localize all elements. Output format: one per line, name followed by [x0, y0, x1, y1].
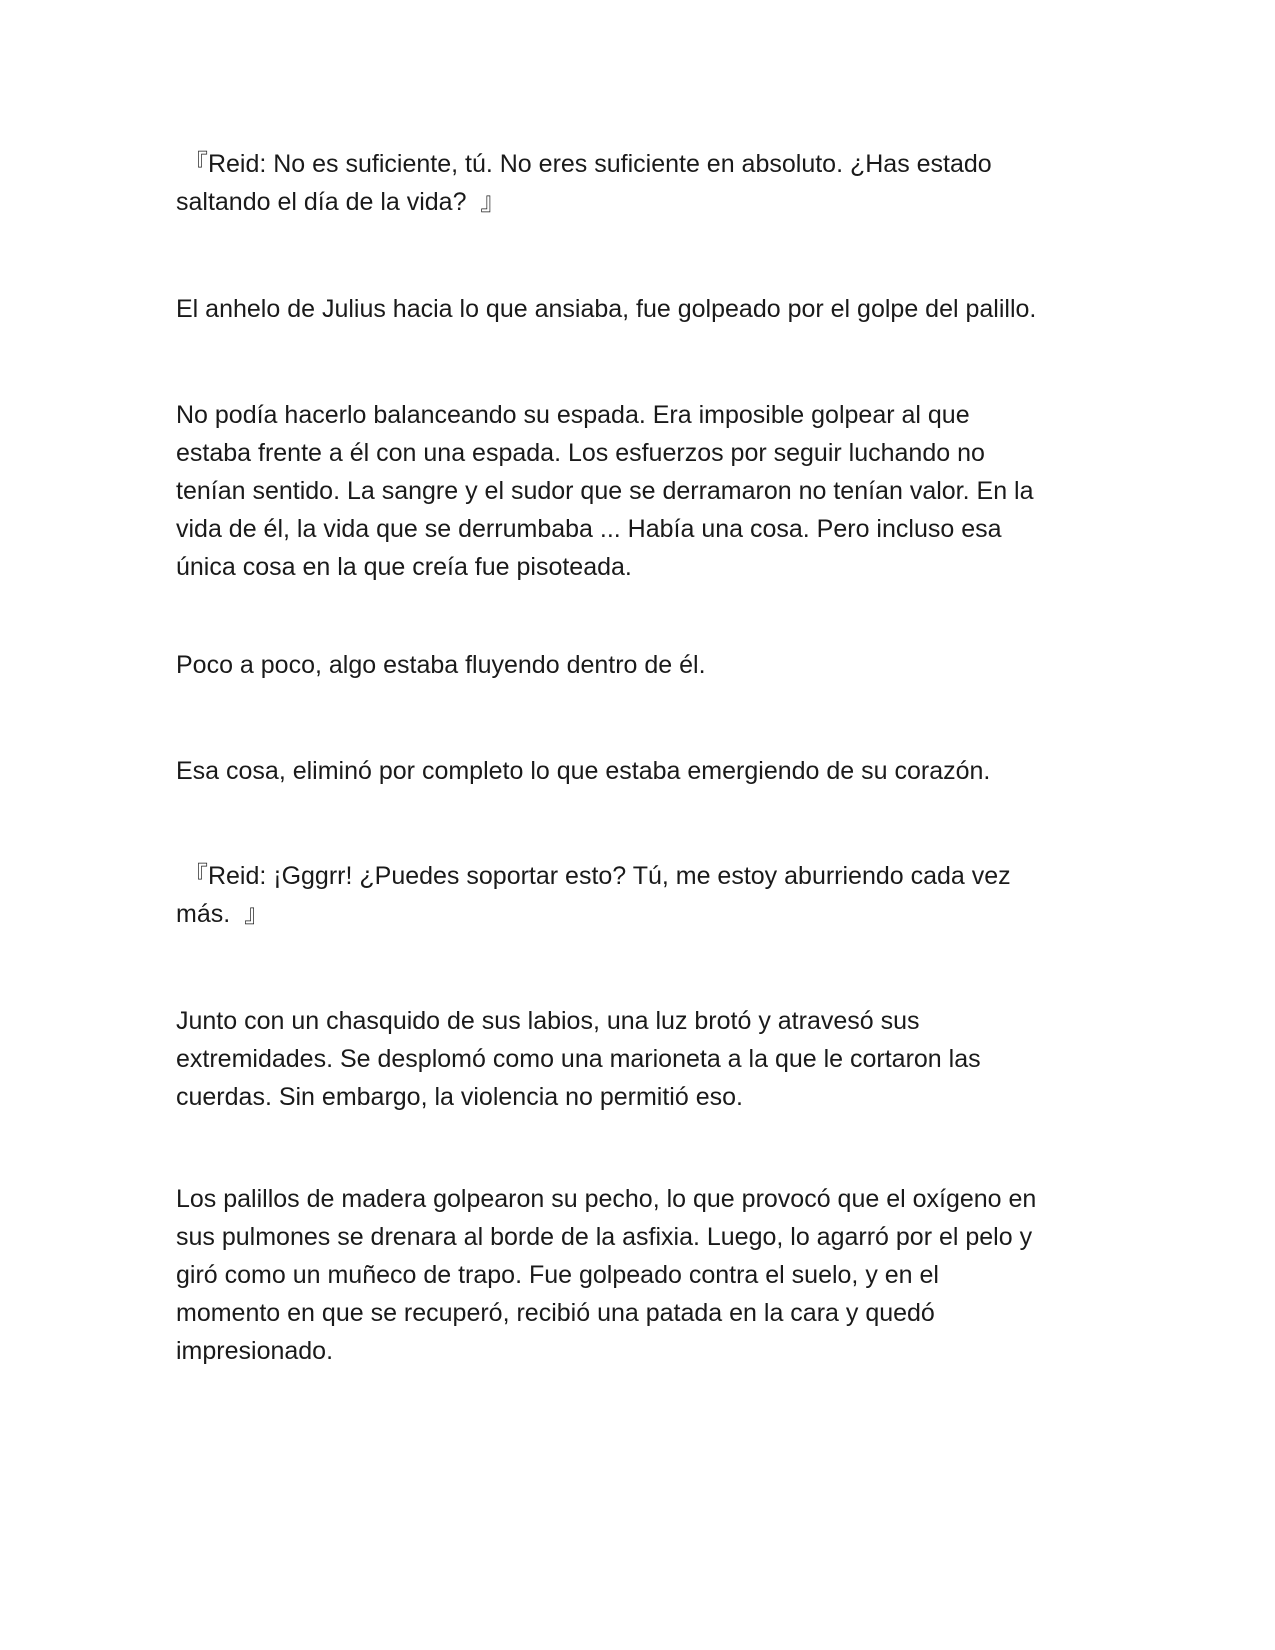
- text-line: Esa cosa, eliminó por completo lo que estaba emergiendo de su corazón.: [176, 757, 991, 785]
- paragraph-reid-dialogue-1: [176, 145, 1096, 221]
- text-line: El anhelo de Julius hacia lo que ansiaba, fue golpeado por el golpe del palillo.: [176, 295, 1037, 323]
- text-line: sus pulmones se drenara al borde de la asfixia. Luego, lo agarró por el pelo y: [176, 1223, 1033, 1251]
- text-line: saltando el día de la vida? 』: [176, 188, 506, 216]
- paragraph-sword-futility: [176, 396, 1096, 586]
- text-line: 『Reid: ¡Gggrr! ¿Puedes soportar esto? Tú, me estoy aburriendo cada vez: [176, 862, 1011, 890]
- text-line: tenían sentido. La sangre y el sudor que se derramaron no tenían valor. En la: [176, 477, 1034, 505]
- text-line: cuerdas. Sin embargo, la violencia no permitió eso.: [176, 1083, 743, 1111]
- text-line: única cosa en la que creía fue pisoteada.: [176, 553, 632, 581]
- text-line: No podía hacerlo balanceando su espada. Era imposible golpear al que: [176, 401, 970, 429]
- text-line: vida de él, la vida que se derrumbaba ... Había una cosa. Pero incluso esa: [176, 515, 1002, 543]
- paragraph-chopsticks-beating: [176, 1180, 1096, 1370]
- paragraph-reid-dialogue-2: [176, 857, 1096, 933]
- text-line: impresionado.: [176, 1337, 334, 1365]
- text-line: Poco a poco, algo estaba fluyendo dentro de él.: [176, 651, 706, 679]
- paragraph-light-pierced: [176, 1002, 1096, 1116]
- text-line: momento en que se recuperó, recibió una patada en la cara y quedó: [176, 1299, 935, 1327]
- text-line: Los palillos de madera golpearon su pecho, lo que provocó que el oxígeno en: [176, 1185, 1037, 1213]
- paragraph-flowing-inside: [176, 646, 1096, 684]
- paragraph-emerging-heart: [176, 752, 1096, 790]
- text-line: estaba frente a él con una espada. Los esfuerzos por seguir luchando no: [176, 439, 985, 467]
- text-line: 『Reid: No es suficiente, tú. No eres suficiente en absoluto. ¿Has estado: [176, 150, 992, 178]
- text-line: extremidades. Se desplomó como una marioneta a la que le cortaron las: [176, 1045, 981, 1073]
- text-line: más. 』: [176, 900, 270, 928]
- text-line: Junto con un chasquido de sus labios, una luz brotó y atravesó sus: [176, 1007, 920, 1035]
- paragraph-julius-longing: [176, 290, 1096, 328]
- text-line: giró como un muñeco de trapo. Fue golpeado contra el suelo, y en el: [176, 1261, 939, 1289]
